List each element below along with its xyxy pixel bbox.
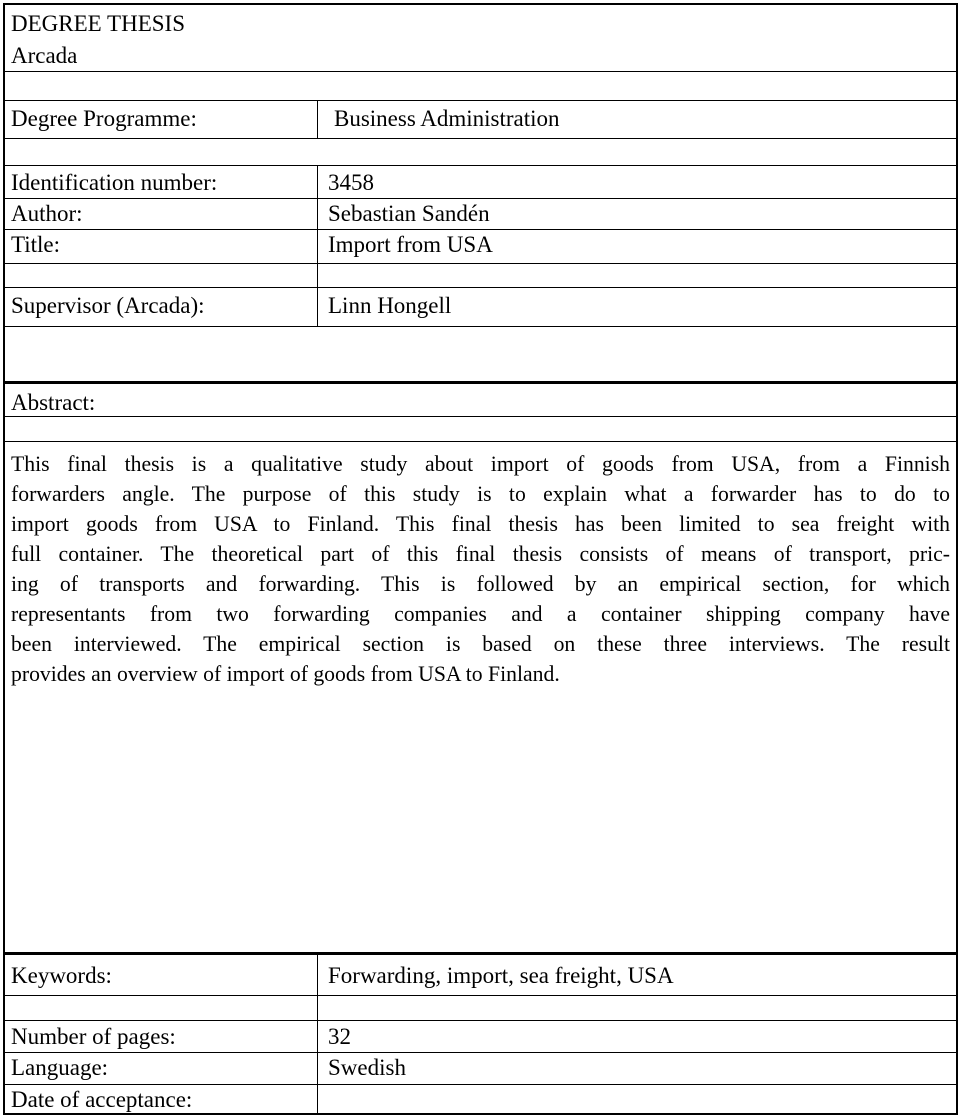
divider bbox=[5, 326, 956, 327]
divider bbox=[5, 71, 956, 72]
keywords-label: Keywords: bbox=[11, 963, 112, 988]
date-of-acceptance-label: Date of acceptance: bbox=[11, 1087, 193, 1112]
abstract-line: provides an overview of import of goods from USA to Finland. bbox=[11, 662, 560, 686]
divider bbox=[5, 100, 956, 101]
supervisor-value: Linn Hongell bbox=[328, 293, 452, 318]
divider bbox=[5, 416, 956, 417]
degree-programme-value: Business Administration bbox=[334, 106, 560, 131]
abstract-text bbox=[11, 449, 950, 689]
abstract-label: Abstract: bbox=[11, 390, 96, 415]
language-value: Swedish bbox=[328, 1055, 406, 1080]
abstract-line: representants from two forwarding companies and a container shipping company have bbox=[11, 602, 950, 626]
institution-name: Arcada bbox=[11, 43, 78, 68]
column-divider bbox=[317, 955, 318, 1114]
number-of-pages-value: 32 bbox=[328, 1024, 351, 1049]
title-value: Import from USA bbox=[328, 232, 493, 257]
divider bbox=[5, 1052, 956, 1053]
number-of-pages-label: Number of pages: bbox=[11, 1024, 176, 1049]
abstract-line: forwarders angle. The purpose of this study is to explain what a forwarder has to do to bbox=[11, 482, 950, 506]
title-label: Title: bbox=[11, 232, 61, 257]
divider bbox=[5, 1020, 956, 1021]
divider bbox=[5, 952, 956, 955]
keywords-value: Forwarding, import, sea freight, USA bbox=[328, 963, 674, 988]
abstract-line: been interviewed. The empirical section is based on these three interviews. The result bbox=[11, 632, 950, 656]
divider bbox=[5, 165, 956, 166]
divider bbox=[5, 995, 956, 996]
author-value: Sebastian Sandén bbox=[328, 201, 490, 226]
abstract-line: This final thesis is a qualitative study about import of goods from USA, from a Finnish bbox=[11, 452, 950, 476]
abstract-line: full container. The theoretical part of this final thesis consists of means of transport, pric- bbox=[11, 542, 950, 566]
degree-thesis-heading: DEGREE THESIS bbox=[11, 11, 185, 36]
language-label: Language: bbox=[11, 1055, 109, 1080]
divider bbox=[5, 381, 956, 384]
column-divider bbox=[317, 100, 318, 138]
supervisor-label: Supervisor (Arcada): bbox=[11, 293, 205, 318]
identification-number-label: Identification number: bbox=[11, 170, 218, 195]
degree-programme-label: Degree Programme: bbox=[11, 106, 197, 131]
divider bbox=[5, 287, 956, 288]
abstract-line: ing of transports and forwarding. This is followed by an empirical section, for which bbox=[11, 572, 950, 596]
author-label: Author: bbox=[11, 201, 83, 226]
thesis-form bbox=[3, 3, 958, 1115]
divider bbox=[5, 138, 956, 139]
divider bbox=[5, 263, 956, 264]
column-divider bbox=[317, 165, 318, 326]
abstract-line: import goods from USA to Finland. This final thesis has been limited to sea freight with bbox=[11, 512, 950, 536]
identification-number-value: 3458 bbox=[328, 170, 374, 195]
divider bbox=[5, 441, 956, 442]
